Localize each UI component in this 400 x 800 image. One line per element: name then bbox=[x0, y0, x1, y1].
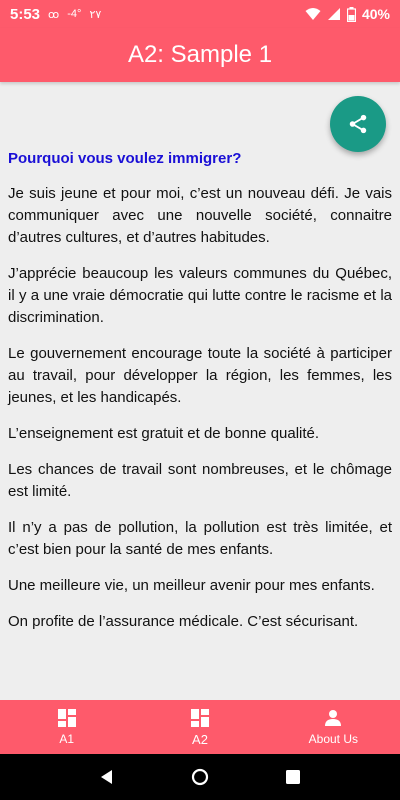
wifi-icon bbox=[305, 7, 321, 21]
home-icon bbox=[191, 768, 209, 786]
person-icon bbox=[323, 708, 343, 728]
back-icon bbox=[99, 769, 115, 785]
back-button[interactable] bbox=[87, 757, 127, 797]
status-time: 5:53 bbox=[10, 5, 41, 23]
nav-item-a2[interactable] bbox=[133, 700, 266, 754]
temperature-text: -4° bbox=[67, 8, 82, 20]
question-heading: Pourquoi vous voulez immigrer? bbox=[8, 150, 242, 167]
battery-icon bbox=[347, 7, 356, 22]
bottom-nav bbox=[0, 700, 400, 754]
app-bar bbox=[0, 28, 400, 82]
share-icon bbox=[347, 113, 369, 135]
nav-label-a1: A1 bbox=[59, 732, 74, 746]
voicemail-icon: ꝏ bbox=[48, 8, 60, 21]
system-nav-bar bbox=[0, 754, 400, 800]
status-right bbox=[305, 6, 390, 22]
paragraph: Le gouvernement encourage toute la société à participer au travail, pour développer la région, les femmes, les jeunes, et les handicapés. bbox=[8, 345, 392, 406]
signal-icon bbox=[327, 7, 341, 21]
recents-button[interactable] bbox=[273, 757, 313, 797]
nav-label-a2: A2 bbox=[192, 731, 208, 747]
dashboard-icon bbox=[190, 708, 210, 728]
status-extra: ۲۷ bbox=[89, 8, 102, 21]
nav-item-a1[interactable] bbox=[0, 700, 133, 754]
paragraph: Les chances de travail sont nombreuses, et le chômage est limité. bbox=[8, 461, 392, 500]
share-button[interactable] bbox=[330, 96, 386, 152]
paragraph: Une meilleure vie, un meilleur avenir pour mes enfants. bbox=[8, 577, 375, 594]
paragraph: Je suis jeune et pour moi, c’est un nouveau défi. Je vais communiquer avec une nouvelle société, connaitre d’autres cultures, et d’autres habitudes. bbox=[8, 185, 392, 246]
page-title: A2: Sample 1 bbox=[127, 41, 273, 68]
paragraph: L’enseignement est gratuit et de bonne qualité. bbox=[8, 425, 320, 442]
nav-label-about-us: About Us bbox=[308, 732, 358, 746]
paragraph: J’apprécie beaucoup les valeurs communes du Québec, il y a une vraie démocratie qui lutte contre le racisme et la discrimination. bbox=[8, 265, 392, 326]
battery-percent: 40% bbox=[361, 6, 390, 22]
dashboard-icon bbox=[57, 708, 77, 728]
content-area[interactable] bbox=[0, 82, 400, 700]
recents-icon bbox=[286, 770, 300, 784]
status-bar bbox=[0, 0, 400, 28]
paragraph: On profite de l’assurance médicale. C’est sécurisant. bbox=[8, 613, 359, 630]
nav-item-about-us[interactable] bbox=[267, 700, 400, 754]
status-left bbox=[10, 6, 101, 23]
home-button[interactable] bbox=[180, 757, 220, 797]
paragraph: Il n’y a pas de pollution, la pollution est très limitée, et c’est bien pour la santé de mes enfants. bbox=[8, 519, 392, 558]
